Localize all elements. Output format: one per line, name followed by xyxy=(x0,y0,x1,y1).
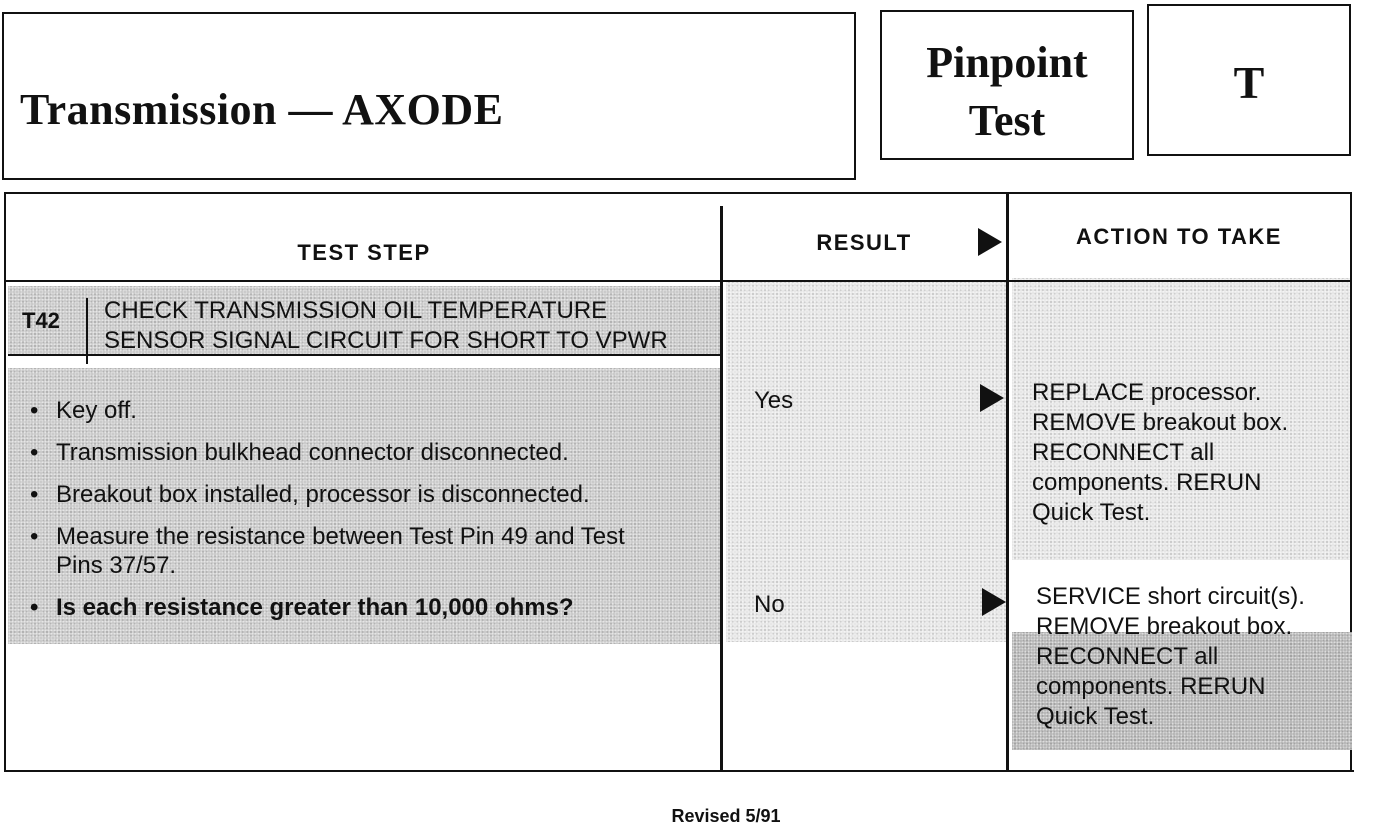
step-bullet: • Transmission bulkhead connector disconnected. xyxy=(28,438,718,467)
step-bullet-list xyxy=(28,396,718,635)
action-no-line: RECONNECT all xyxy=(1036,643,1219,670)
pinpoint-test-label xyxy=(882,34,1132,150)
column-header-result: RESULT xyxy=(816,230,912,255)
step-bullet: • Measure the resistance between Test Pin 49 and Test Pins 37/57. xyxy=(28,522,668,580)
action-no-line: components. RERUN xyxy=(1036,673,1266,700)
result-yes-label: Yes xyxy=(754,387,794,414)
revision-note: Revised 5/91 xyxy=(671,806,781,826)
header-row-line xyxy=(4,280,1352,282)
action-yes-line: RECONNECT all xyxy=(1032,439,1215,466)
step-title-line1: CHECK TRANSMISSION OIL TEMPERATURE xyxy=(104,297,608,324)
step-bullet: • Key off. xyxy=(28,396,718,425)
column-header-action: ACTION TO TAKE xyxy=(1076,224,1282,249)
action-yes-line: Quick Test. xyxy=(1032,499,1151,526)
step-bullet: • Breakout box installed, processor is disconnected. xyxy=(28,480,718,509)
action-yes-line: REMOVE breakout box. xyxy=(1032,409,1289,436)
step-title-line2: SENSOR SIGNAL CIRCUIT FOR SHORT TO VPWR xyxy=(104,327,668,354)
step-id: T42 xyxy=(22,308,60,333)
column-header-test-step: TEST STEP xyxy=(297,240,431,265)
pinpoint-label-line1: Pinpoint xyxy=(926,38,1088,87)
page-title: Transmission — AXODE xyxy=(20,85,504,134)
step-question: • Is each resistance greater than 10,000 ohms? xyxy=(28,593,718,622)
title-box xyxy=(2,12,856,180)
result-no-arrow-icon xyxy=(982,588,1006,616)
action-no-line: Quick Test. xyxy=(1036,703,1155,730)
test-letter: T xyxy=(1233,57,1265,108)
pinpoint-label-line2: Test xyxy=(968,96,1046,145)
result-header-arrow-icon xyxy=(978,228,1002,256)
action-yes-line: REPLACE processor. xyxy=(1032,379,1262,406)
result-yes-arrow-icon xyxy=(980,384,1004,412)
action-no xyxy=(1036,582,1356,732)
result-column-shade xyxy=(726,282,1008,642)
action-no-line: REMOVE breakout box. xyxy=(1036,613,1293,640)
result-no-label: No xyxy=(754,591,785,618)
action-yes-line: components. RERUN xyxy=(1032,469,1262,496)
column-divider-1 xyxy=(720,206,723,772)
test-letter-box xyxy=(1147,4,1351,156)
table-bottom-line xyxy=(1008,770,1354,772)
pinpoint-test-box xyxy=(880,10,1134,160)
action-yes xyxy=(1032,378,1352,528)
action-no-line: SERVICE short circuit(s). xyxy=(1036,583,1305,610)
